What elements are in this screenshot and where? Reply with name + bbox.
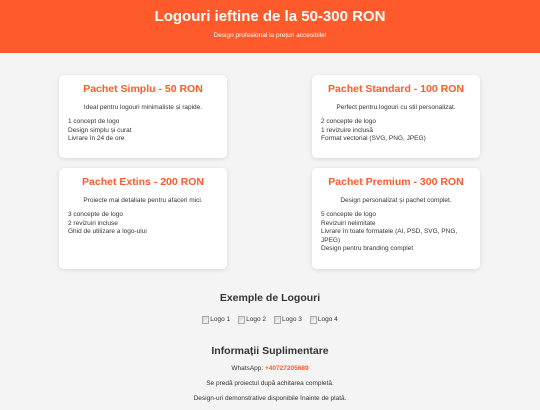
package-card-standard xyxy=(312,75,480,158)
package-features xyxy=(321,118,471,144)
package-title: Pachet Extins - 200 RON xyxy=(82,176,204,188)
package-title: Pachet Premium - 300 RON xyxy=(328,176,464,188)
whatsapp-number: +40727205689 xyxy=(265,365,309,372)
logo-example-image xyxy=(202,315,230,324)
page-title: Logouri ieftine de la 50-300 RON xyxy=(154,8,386,25)
feature-item: Design pentru branding complet xyxy=(321,245,414,252)
feature-item: Design simplu și curat xyxy=(68,126,132,134)
logo-alt-text: Logo 1 xyxy=(210,316,231,323)
package-card-extins xyxy=(59,168,227,269)
info-title: Informații Suplimentare xyxy=(211,345,329,357)
package-description: Perfect pentru logouri cu stil personalizat. xyxy=(336,104,456,111)
feature-item: Format vectorial (SVG, PNG, JPEG) xyxy=(321,135,426,142)
package-title: Pachet Simplu - 50 RON xyxy=(83,83,203,95)
broken-image-icon xyxy=(274,316,281,324)
package-card-premium xyxy=(312,168,480,269)
info-line: Se predă proiectul după achitarea completă. xyxy=(206,380,334,387)
info-section xyxy=(0,365,540,410)
feature-item: Revizuiri nelimitate xyxy=(321,219,376,227)
package-features xyxy=(321,211,471,254)
feature-item: 5 concepte de logo xyxy=(321,211,376,218)
logo-example-image xyxy=(310,315,338,324)
broken-image-icon xyxy=(202,316,209,324)
feature-item: 2 concepte de logo xyxy=(321,118,376,125)
logo-alt-text: Logo 3 xyxy=(282,316,302,323)
feature-item: Livrare în toate formatele (AI, PSD, SVG, PNG, JPEG) xyxy=(321,228,458,244)
whatsapp-line xyxy=(0,365,540,373)
whatsapp-label: WhatsApp: xyxy=(231,365,266,372)
package-description: Ideal pentru logouri minimaliste și rapide. xyxy=(83,104,203,111)
feature-item: 1 revizuire inclusă xyxy=(321,126,374,134)
info-line: Design-uri demonstrative disponibile înainte de plată. xyxy=(193,395,347,402)
page-subtitle: Design profesional la prețuri accesibile! xyxy=(213,32,327,39)
logo-example-image xyxy=(274,315,302,324)
package-card-simplu xyxy=(59,75,227,158)
feature-item: 1 concept de logo xyxy=(68,118,120,125)
feature-item: 3 concepte de logo xyxy=(68,211,123,218)
package-features xyxy=(68,211,218,237)
package-description: Proiecte mai detaliate pentru afaceri mici. xyxy=(83,197,203,204)
package-features xyxy=(68,118,218,144)
feature-item: Ghid de utilizare a logo-ului xyxy=(68,228,147,235)
broken-image-icon xyxy=(310,316,317,324)
logo-examples xyxy=(0,315,540,324)
package-title: Pachet Standard - 100 RON xyxy=(328,83,464,95)
examples-title: Exemple de Logouri xyxy=(219,292,321,304)
logo-example-image xyxy=(238,315,266,324)
feature-item: Livrare în 24 de ore xyxy=(68,135,125,142)
page-header xyxy=(0,0,540,53)
feature-item: 2 revizuiri incluse xyxy=(68,219,118,227)
logo-alt-text: Logo 4 xyxy=(317,316,338,323)
broken-image-icon xyxy=(238,316,245,324)
package-description: Design personalizat și pachet complet. xyxy=(340,197,452,204)
logo-alt-text: Logo 2 xyxy=(246,316,266,323)
